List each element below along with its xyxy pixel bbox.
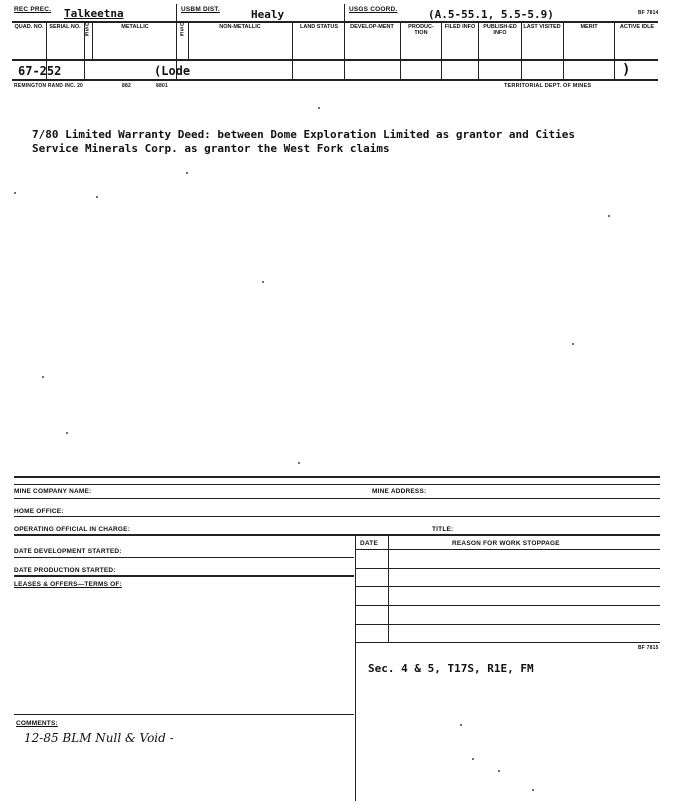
location-text: Sec. 4 & 5, T17S, R1E, FM bbox=[368, 662, 534, 675]
home-office-label: HOME OFFICE: bbox=[14, 508, 64, 515]
usgs-coord-value: (A.5-55.1, 5.5-5.9) bbox=[428, 8, 554, 21]
col-filed-info: FILED INFO bbox=[444, 24, 476, 30]
speck bbox=[96, 196, 98, 198]
col-land-status: LAND STATUS bbox=[300, 24, 338, 30]
printer-label: REMINGTON RAND INC. 20 bbox=[14, 83, 84, 89]
speck bbox=[472, 758, 474, 760]
operating-official-label: OPERATING OFFICIAL IN CHARGE: bbox=[14, 526, 131, 533]
col-serial: SERIAL NO. bbox=[49, 24, 81, 30]
col-published-info: PUBLISH-ED INFO bbox=[483, 24, 517, 36]
rec-prec-label: REC PREC. bbox=[14, 6, 52, 13]
mine-address-label: MINE ADDRESS: bbox=[372, 488, 427, 495]
col-active-idle: ACTIVE IDLE bbox=[619, 24, 655, 30]
rec-prec-value: Talkeetna bbox=[64, 7, 124, 20]
leases-offers-label: LEASES & OFFERS—TERMS OF: bbox=[14, 581, 122, 588]
usbm-dist-label: USBM DIST. bbox=[181, 6, 220, 13]
title-label: TITLE: bbox=[432, 526, 454, 533]
usbm-dist-value: Healy bbox=[251, 8, 285, 21]
date-column-header: DATE bbox=[360, 540, 379, 547]
speck bbox=[14, 192, 16, 194]
date-development-label: DATE DEVELOPMENT STARTED: bbox=[14, 548, 122, 555]
date-production-label: DATE PRODUCTION STARTED: bbox=[14, 567, 116, 574]
col-nonmetallic: NON-METALLIC bbox=[219, 24, 261, 30]
quad-number: 67-252 bbox=[18, 64, 62, 78]
speck bbox=[66, 432, 68, 434]
deed-line-2: Service Minerals Corp. as grantor the West Fork claims bbox=[32, 142, 390, 155]
deed-line-1: 7/80 Limited Warranty Deed: between Dome Exploration Limited as grantor and Cities bbox=[32, 128, 576, 141]
printer-code-1: 882 bbox=[122, 83, 131, 89]
speck bbox=[262, 281, 264, 283]
form-number-top: BF 7814 bbox=[638, 10, 659, 16]
comments-value: 12-85 BLM Null & Void - bbox=[24, 731, 174, 745]
speck bbox=[498, 770, 500, 772]
speck bbox=[318, 107, 320, 109]
col-merit: MERIT bbox=[580, 24, 598, 30]
speck bbox=[460, 724, 462, 726]
speck bbox=[532, 789, 534, 791]
usgs-coord-label: USGS COORD. bbox=[349, 6, 398, 13]
printer-code-2: 8801 bbox=[156, 83, 168, 89]
territorial-dept: TERRITORIAL DEPT. OF MINES bbox=[504, 83, 592, 89]
col-production: PRODUC-TION bbox=[408, 24, 434, 36]
col-metallic: METALLIC bbox=[121, 24, 149, 30]
speck bbox=[42, 376, 44, 378]
col-use-metallic: U S E bbox=[85, 22, 89, 38]
speck bbox=[608, 215, 610, 217]
col-development: DEVELOP-MENT bbox=[350, 24, 394, 30]
speck bbox=[186, 172, 188, 174]
col-quad: QUAD. NO. bbox=[14, 24, 44, 30]
form-number-bottom: BF 7815 bbox=[638, 645, 659, 651]
mine-company-label: MINE COMPANY NAME: bbox=[14, 488, 92, 495]
col-last-visited: LAST VISITED bbox=[523, 24, 561, 30]
comments-label: COMMENTS: bbox=[16, 720, 58, 727]
speck bbox=[572, 343, 574, 345]
reason-column-header: REASON FOR WORK STOPPAGE bbox=[452, 540, 560, 547]
active-mark: ) bbox=[622, 62, 631, 78]
speck bbox=[298, 462, 300, 464]
col-use-nonmetallic: U S E bbox=[180, 22, 184, 38]
metallic-value: (Lode bbox=[154, 64, 191, 78]
